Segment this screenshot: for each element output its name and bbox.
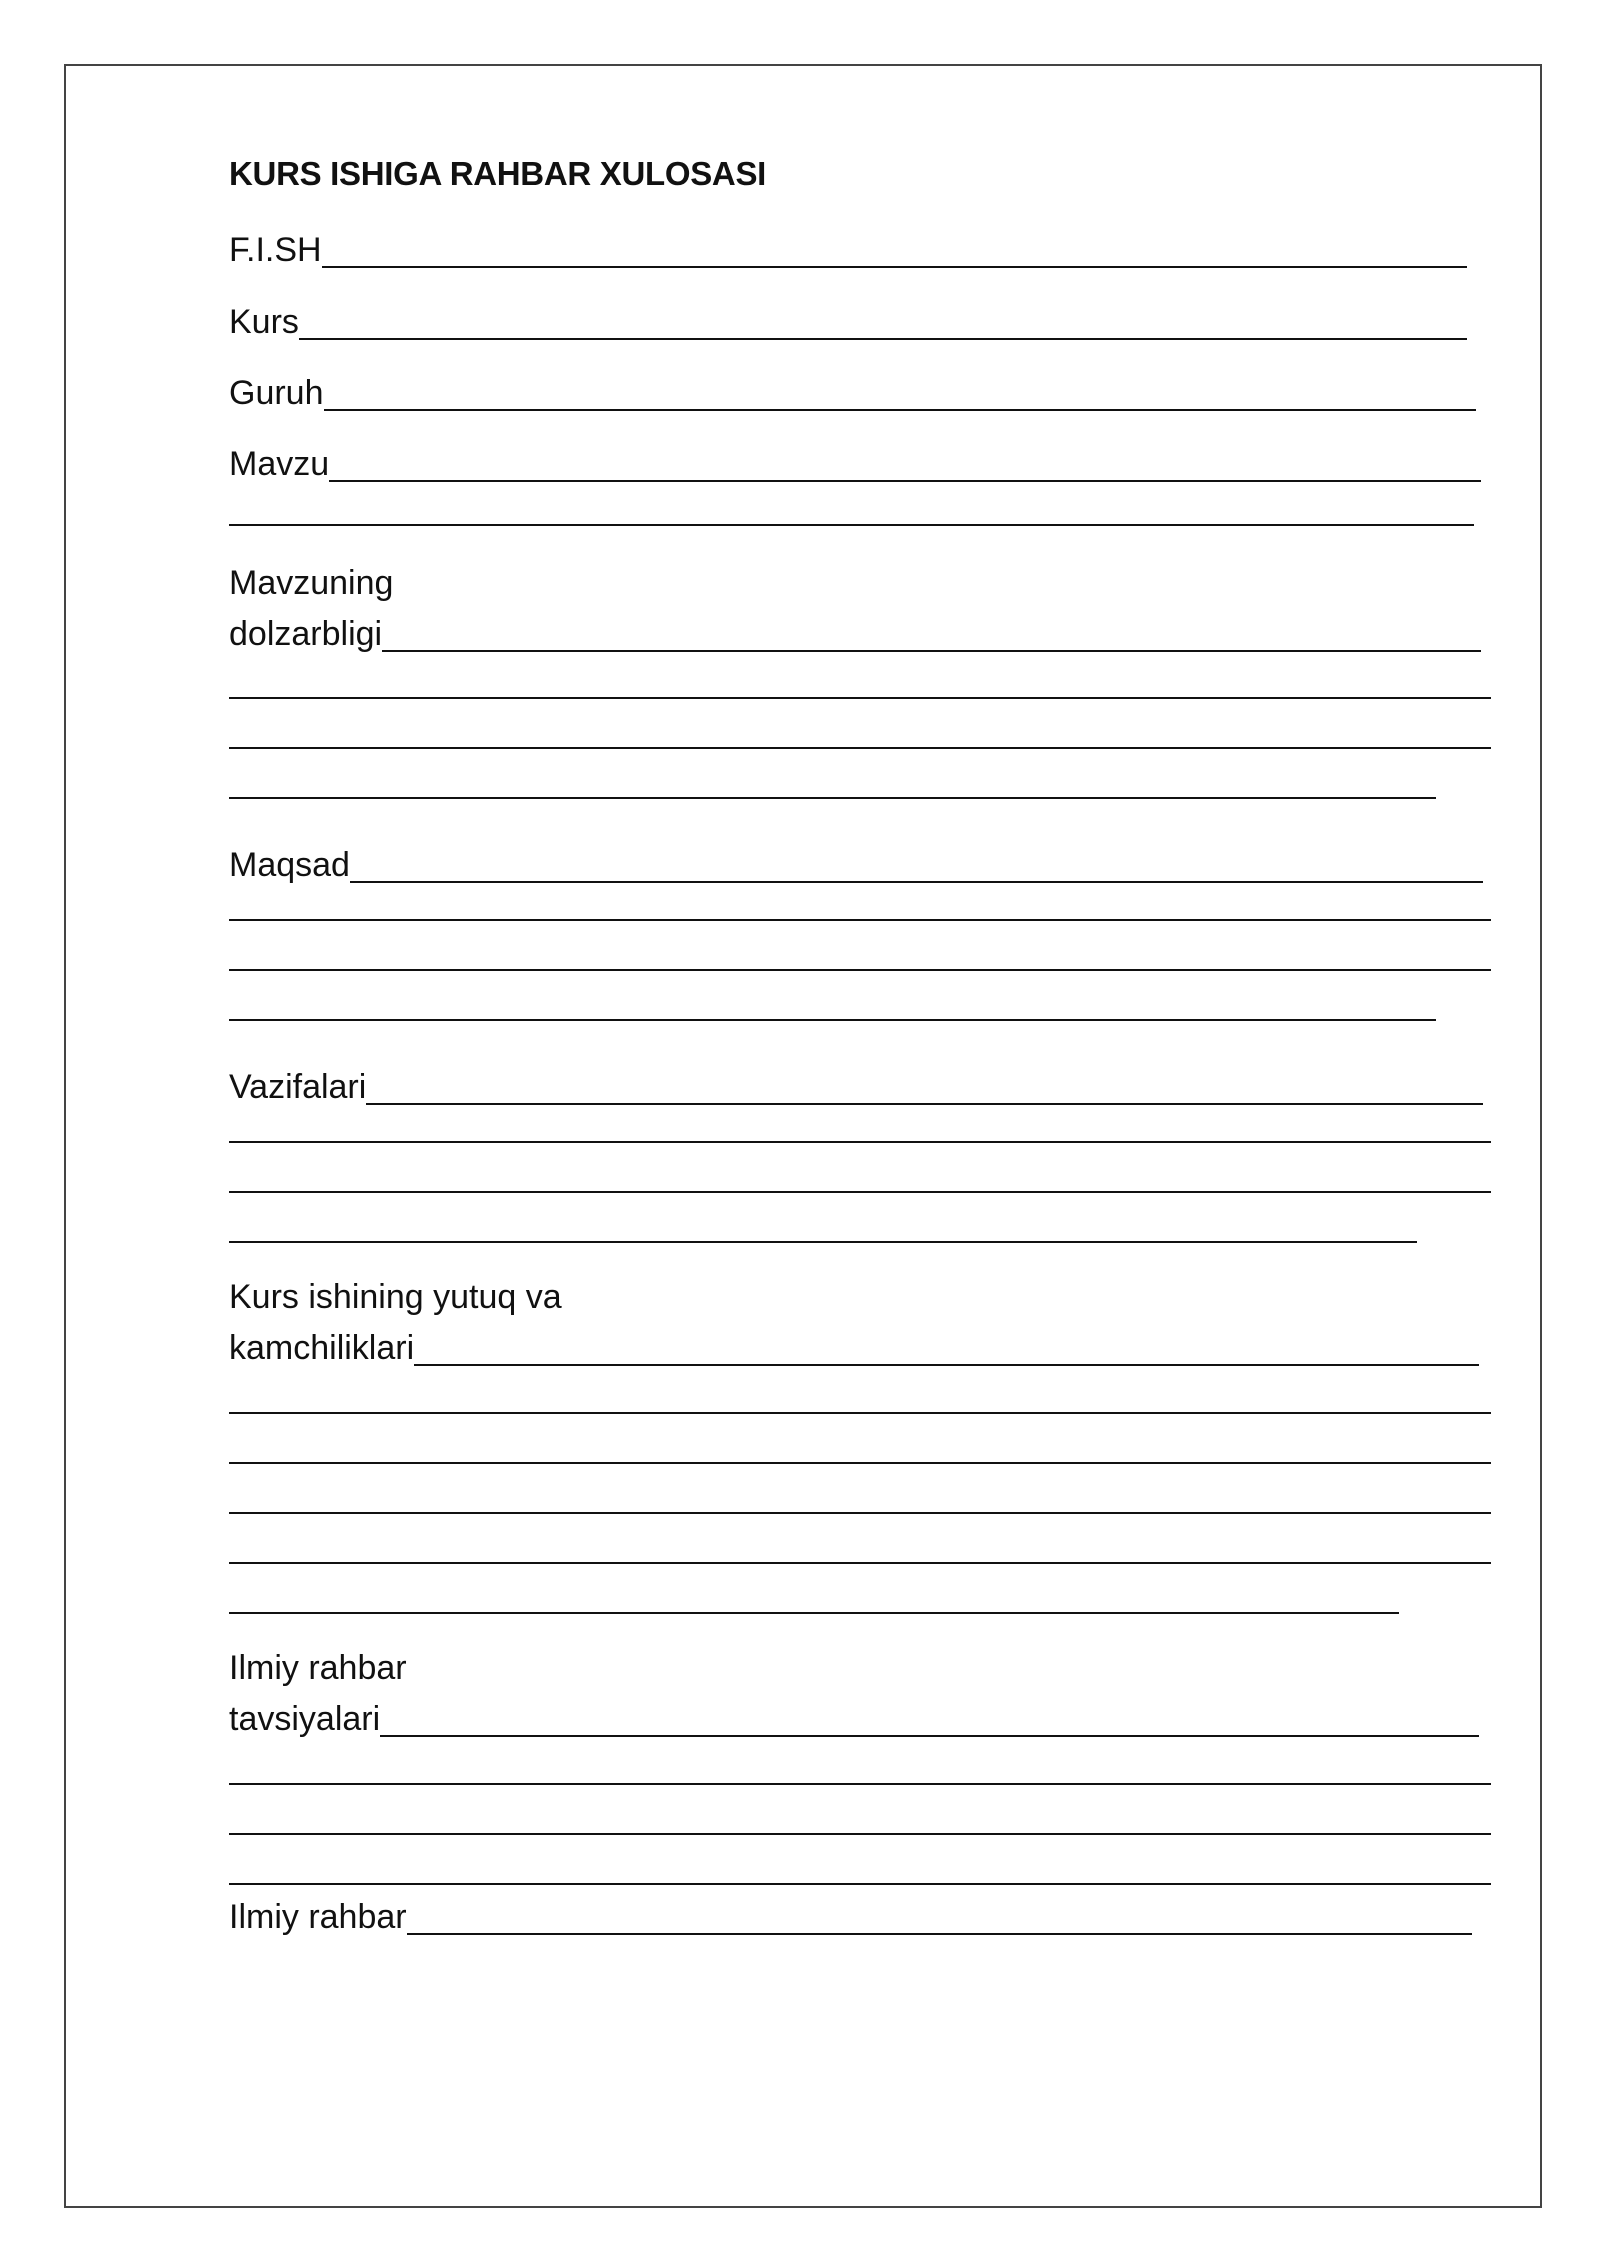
mavzu-field[interactable] — [229, 434, 1481, 484]
guruh-label: Guruh — [229, 374, 324, 412]
yutuq-line-6[interactable] — [229, 1612, 1399, 1614]
vazifalari-field[interactable] — [229, 1057, 1483, 1107]
mavzu-blank-line[interactable] — [329, 480, 1481, 482]
yutuq-field[interactable] — [229, 1318, 1479, 1368]
kurs-label: Kurs — [229, 303, 299, 341]
tavsiya-line-4[interactable] — [229, 1883, 1491, 1885]
maqsad-line-3[interactable] — [229, 969, 1491, 971]
ilmiy-rahbar-field[interactable] — [229, 1887, 1472, 1937]
tavsiya-field[interactable] — [229, 1689, 1479, 1739]
ilmiy-rahbar-label: Ilmiy rahbar — [229, 1898, 407, 1936]
fish-field[interactable] — [229, 220, 1467, 270]
vazifalari-line-4[interactable] — [229, 1241, 1417, 1243]
dolzarblik-blank-line[interactable] — [382, 650, 1481, 652]
dolzarblik-line-3[interactable] — [229, 747, 1491, 749]
guruh-field[interactable] — [229, 363, 1476, 413]
vazifalari-blank-line[interactable] — [366, 1103, 1483, 1105]
vazifalari-line-2[interactable] — [229, 1141, 1491, 1143]
form-content — [229, 0, 1491, 2262]
tavsiya-line-2[interactable] — [229, 1783, 1491, 1785]
vazifalari-label: Vazifalari — [229, 1068, 367, 1106]
dolzarblik-label-line1: Mavzuning — [229, 564, 394, 602]
maqsad-label: Maqsad — [229, 846, 350, 884]
tavsiya-line-3[interactable] — [229, 1833, 1491, 1835]
fish-label: F.I.SH — [229, 231, 322, 269]
fish-blank-line[interactable] — [322, 266, 1467, 268]
yutuq-line-2[interactable] — [229, 1412, 1491, 1414]
tavsiya-label-line2: tavsiyalari — [229, 1700, 381, 1738]
maqsad-line-4[interactable] — [229, 1019, 1436, 1021]
vazifalari-line-3[interactable] — [229, 1191, 1491, 1193]
yutuq-blank-line[interactable] — [414, 1364, 1479, 1366]
dolzarblik-field[interactable] — [229, 604, 1481, 654]
kurs-field[interactable] — [229, 292, 1467, 342]
tavsiya-blank-line[interactable] — [380, 1735, 1479, 1737]
page-title: KURS ISHIGA RAHBAR XULOSASI — [229, 155, 767, 192]
maqsad-blank-line[interactable] — [350, 881, 1483, 883]
yutuq-line-5[interactable] — [229, 1562, 1491, 1564]
ilmiy-rahbar-blank-line[interactable] — [407, 1933, 1472, 1935]
yutuq-label-line1: Kurs ishining yutuq va — [229, 1278, 562, 1316]
yutuq-line-3[interactable] — [229, 1462, 1491, 1464]
kurs-blank-line[interactable] — [299, 338, 1467, 340]
dolzarblik-line-2[interactable] — [229, 697, 1491, 699]
maqsad-line-2[interactable] — [229, 919, 1491, 921]
tavsiya-label-line1: Ilmiy rahbar — [229, 1649, 407, 1687]
dolzarblik-line-4[interactable] — [229, 797, 1436, 799]
dolzarblik-label-line2: dolzarbligi — [229, 615, 383, 653]
mavzu-label: Mavzu — [229, 445, 330, 483]
mavzu-continuation-line[interactable] — [229, 524, 1474, 526]
maqsad-field[interactable] — [229, 835, 1483, 885]
guruh-blank-line[interactable] — [324, 409, 1477, 411]
yutuq-label-line2: kamchiliklari — [229, 1329, 415, 1367]
yutuq-line-4[interactable] — [229, 1512, 1491, 1514]
